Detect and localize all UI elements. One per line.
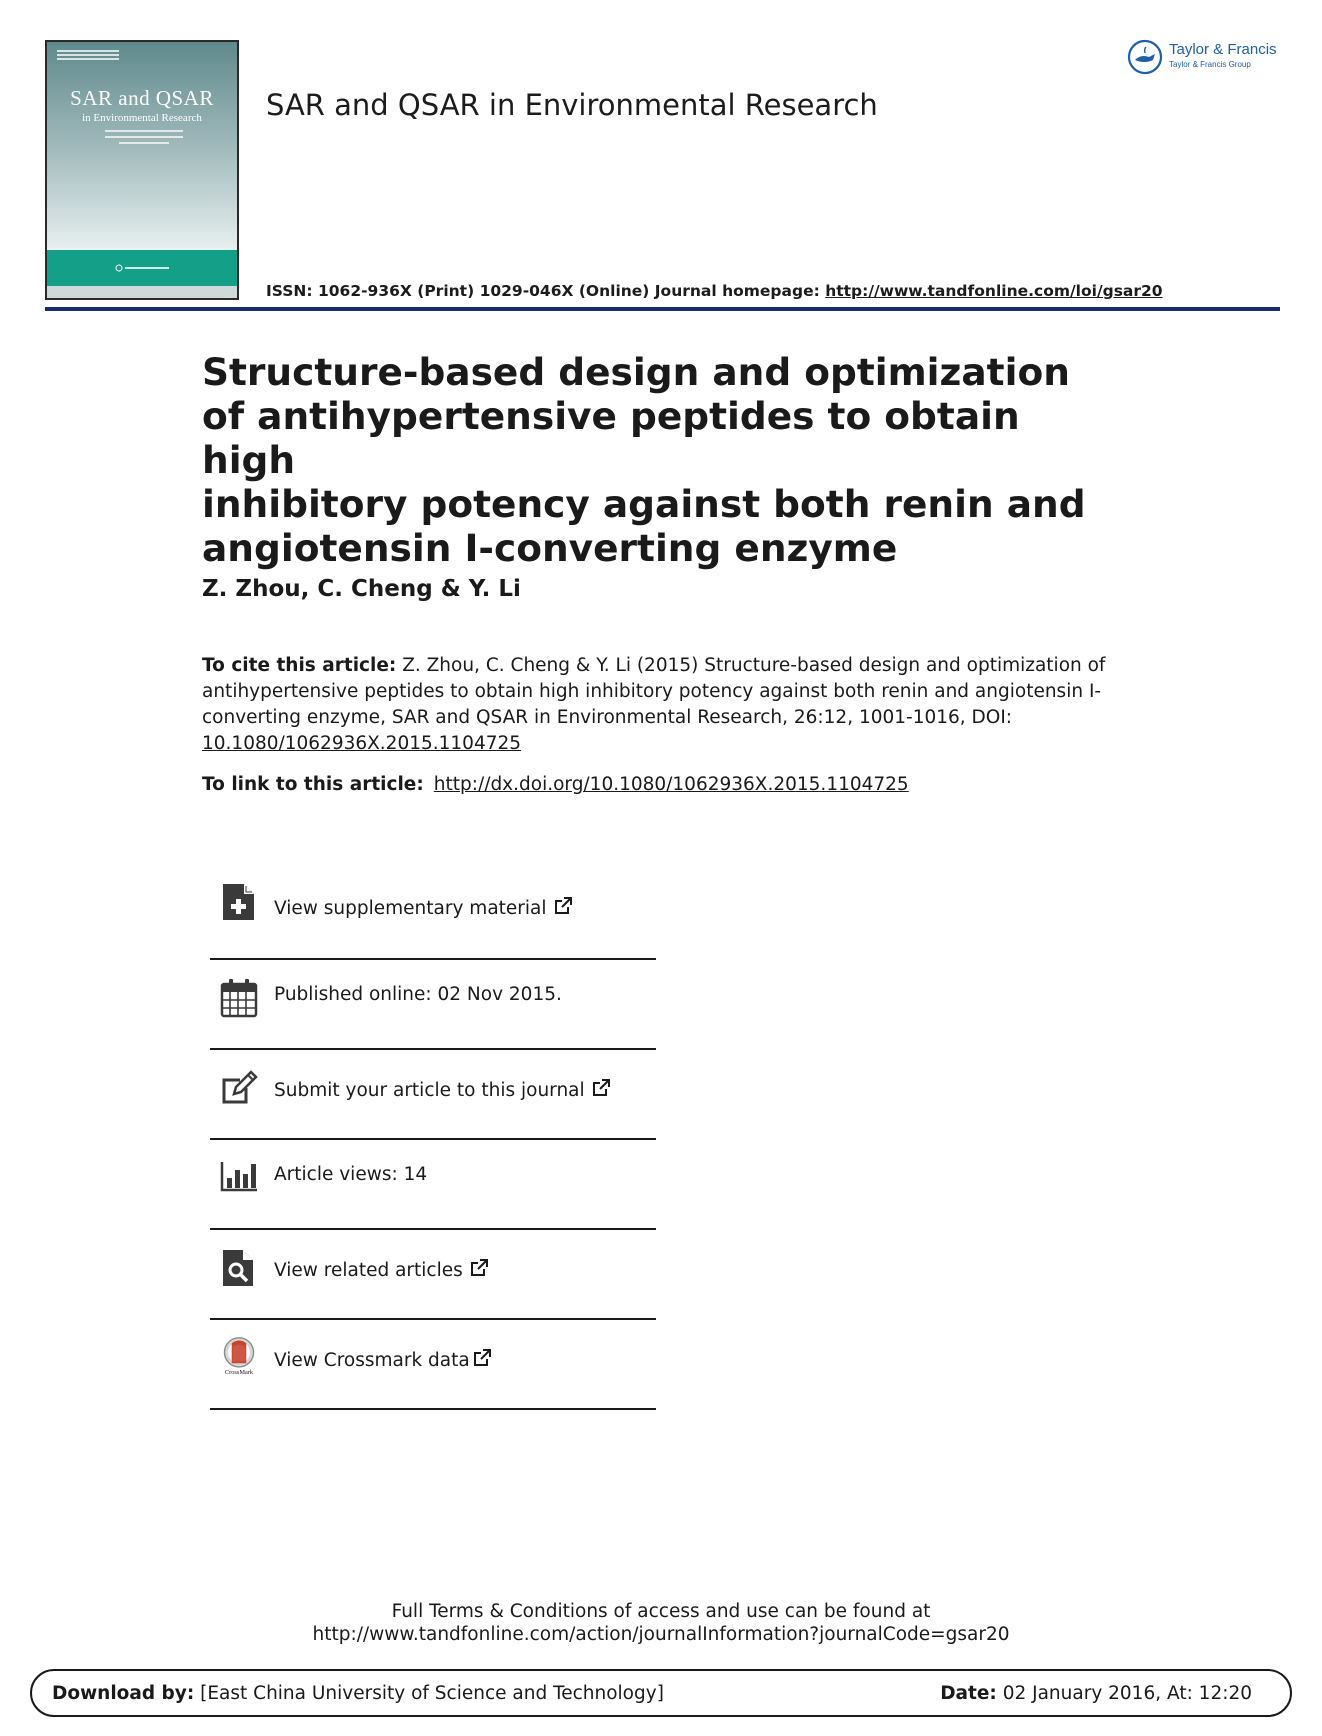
terms-line: Full Terms & Conditions of access and use can be found at [391,1601,931,1622]
article-info-list [210,870,656,1410]
cite-text: Z. Zhou, C. Cheng & Y. Li (2015) Structure-based design and optimization of antihypertensive peptides to obtain high inhibitory potency against both renin and angiotensin I-converting enzyme, SAR and QSAR in Environmental Research, 26:12, 1001-1016, DOI: [202,655,1106,728]
cover-subtitle: in Environmental Research [82,112,202,124]
file-plus-icon [220,882,258,922]
publisher-name: Taylor & Francis [1169,41,1277,58]
publisher-group: Taylor & Francis Group [1169,60,1251,69]
article-doi-link[interactable]: http://dx.doi.org/10.1080/1062936X.2015.1104725 [433,774,909,795]
article-authors: Z. Zhou, C. Cheng & Y. Li [202,576,521,602]
cover-title: SAR and QSAR [70,86,214,110]
issn-line [266,282,1163,300]
journal-title[interactable]: SAR and QSAR in Environmental Research [266,88,878,122]
article-link-line [202,774,909,795]
download-by [52,1683,664,1704]
download-label: Download by: [52,1683,195,1704]
supplementary-label: View supplementary material [274,898,547,919]
related-articles-label: View related articles [274,1260,463,1281]
date-value: 02 January 2016, At: 12:20 [996,1683,1252,1704]
cover-footer [47,286,237,298]
list-item-related[interactable] [210,1230,656,1320]
crossmark-label: View Crossmark data [274,1350,470,1371]
issn-text: ISSN: 1062-936X (Print) 1029-046X (Online) Journal homepage: [266,282,826,300]
cover-editor-lines [105,130,183,148]
crossmark-icon [220,1336,258,1376]
cover-top-lines [57,50,119,60]
external-link-icon [472,1348,492,1368]
header-divider [45,307,1280,311]
article-title-line: of antihypertensive peptides to obtain high [202,394,1020,482]
published-online-text: Published online: 02 Nov 2015. [274,984,562,1005]
article-views-text: Article views: 14 [274,1164,428,1185]
external-link-icon [553,896,573,916]
article-title-line: angiotensin I-converting enzyme [202,526,898,570]
cover-band [47,250,237,286]
terms-url[interactable]: http://www.tandfonline.com/action/journalInformation?journalCode=gsar20 [312,1624,1010,1645]
search-document-icon [220,1248,258,1288]
cover-publisher-logo [115,264,171,272]
external-link-icon [591,1078,611,1098]
journal-cover-image [45,40,239,300]
publisher-lamp-icon [1127,39,1163,75]
download-institution: [East China University of Science and Technology] [194,1683,664,1704]
link-label: To link to this article: [202,774,424,795]
list-item-published [210,960,656,1050]
article-title-line: inhibitory potency against both renin and [202,482,1086,526]
terms-and-conditions [0,1600,1322,1646]
article-title [202,350,1102,570]
journal-homepage-link[interactable]: http://www.tandfonline.com/loi/gsar20 [825,282,1163,300]
download-date [940,1683,1252,1704]
svg-text:CrossMark: CrossMark [224,1369,254,1376]
list-item-views [210,1140,656,1230]
edit-icon [220,1068,258,1108]
download-info-bar [30,1669,1292,1717]
cite-label: To cite this article: [202,655,397,676]
bar-chart-icon [220,1156,258,1196]
date-label: Date: [940,1683,997,1704]
article-title-line: Structure-based design and optimization [202,350,1070,394]
list-item-supplementary[interactable] [210,870,656,960]
list-item-submit[interactable] [210,1050,656,1140]
citation-block [202,653,1142,757]
calendar-icon [220,978,258,1018]
cite-doi-link[interactable]: 10.1080/1062936X.2015.1104725 [202,733,522,754]
publisher-logo[interactable] [1127,36,1287,78]
list-item-crossmark[interactable] [210,1320,656,1410]
submit-article-label: Submit your article to this journal [274,1080,585,1101]
external-link-icon [469,1258,489,1278]
